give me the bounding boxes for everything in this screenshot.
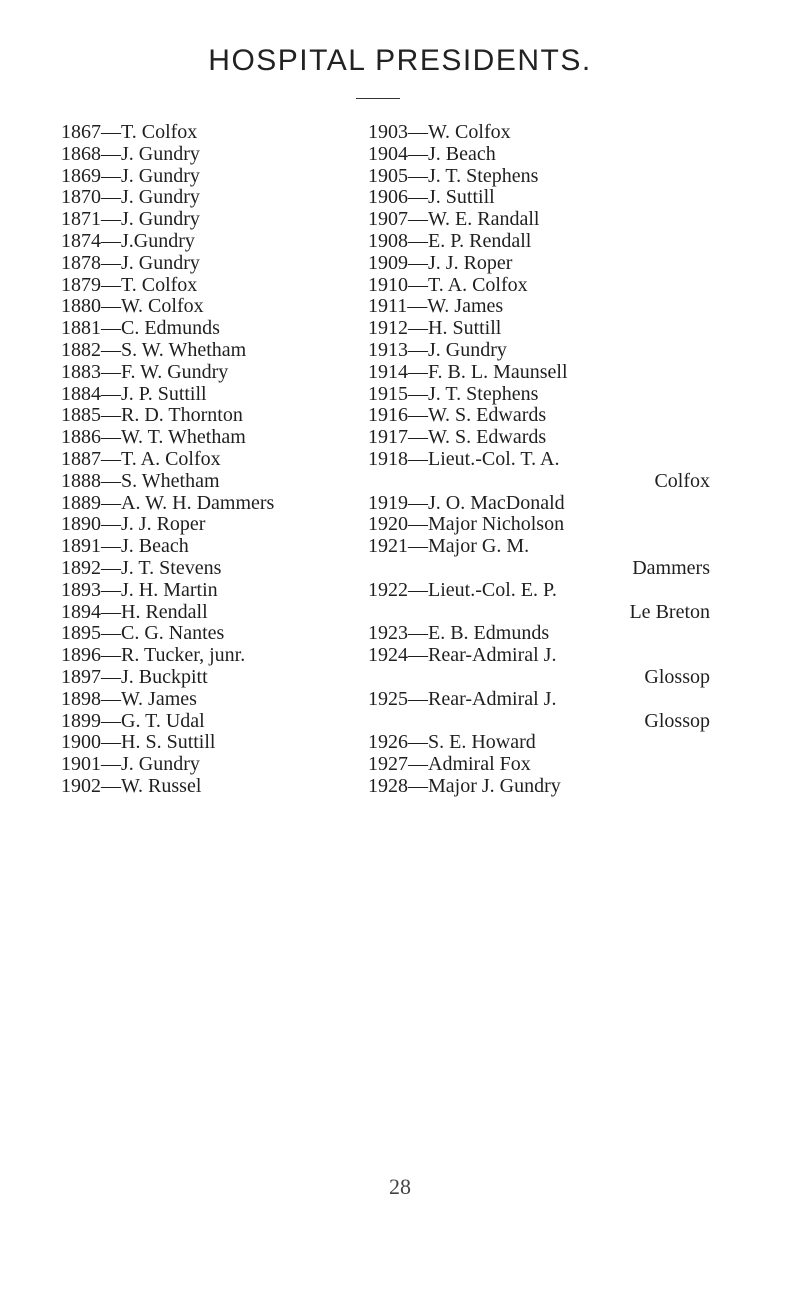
president-entry: 1910—T. A. Colfox [368, 273, 528, 296]
president-entry: 1895—C. G. Nantes [61, 622, 225, 645]
president-entry: 1868—J. Gundry [61, 142, 200, 165]
president-entry: 1886—W. T. Whetham [61, 426, 246, 449]
president-entry: 1880—W. Colfox [61, 295, 204, 318]
president-entry: 1882—S. W. Whetham [61, 338, 247, 361]
president-entry: 1869—J. Gundry [61, 164, 200, 187]
president-entry-continuation: Glossop [644, 709, 710, 732]
title-divider [356, 98, 400, 99]
president-entry: 1901—J. Gundry [61, 753, 200, 776]
president-entry: 1918—Lieut.-Col. T. A. [368, 447, 560, 470]
president-entry: 1915—J. T. Stephens [368, 382, 539, 405]
president-entry: 1923—E. B. Edmunds [368, 622, 550, 645]
president-entry-continuation: Glossop [644, 665, 710, 688]
president-entry: 1888—S. Whetham [61, 469, 220, 492]
president-entry: 1924—Rear-Admiral J. [368, 644, 557, 667]
president-entry: 1919—J. O. MacDonald [368, 491, 565, 514]
president-entry: 1881—C. Edmunds [61, 317, 220, 340]
president-entry: 1891—J. Beach [61, 535, 189, 558]
page-title: HOSPITAL PRESIDENTS. [208, 44, 592, 77]
president-entry: 1920—Major Nicholson [368, 513, 565, 536]
president-entry: 1899—G. T. Udal [61, 709, 205, 732]
president-entry: 1902—W. Russel [61, 774, 202, 797]
president-entry: 1870—J. Gundry [61, 186, 200, 209]
president-entry: 1889—A. W. H. Dammers [61, 491, 275, 514]
president-entry: 1884—J. P. Suttill [61, 382, 207, 405]
president-entry: 1894—H. Rendall [61, 600, 208, 623]
president-entry: 1867—T. Colfox [61, 121, 198, 143]
president-entry: 1926—S. E. Howard [368, 731, 536, 754]
president-entry: 1922—Lieut.-Col. E. P. [368, 578, 557, 601]
president-entry: 1907—W. E. Randall [368, 208, 540, 231]
president-entry: 1885—R. D. Thornton [61, 404, 243, 427]
president-entry: 1898—W. James [61, 687, 197, 710]
president-entry: 1921—Major G. M. [368, 535, 530, 558]
president-entry: 1892—J. T. Stevens [61, 556, 222, 579]
president-entry: 1928—Major J. Gundry [368, 774, 561, 797]
president-entry: 1897—J. Buckpitt [61, 665, 208, 688]
president-entry: 1871—J. Gundry [61, 208, 200, 231]
president-entry: 1878—J. Gundry [61, 251, 200, 274]
president-entry: 1905—J. T. Stephens [368, 164, 539, 187]
president-entry: 1903—W. Colfox [368, 121, 511, 143]
president-entry: 1917—W. S. Edwards [368, 426, 547, 449]
president-entry: 1887—T. A. Colfox [61, 447, 221, 470]
president-entry: 1900—H. S. Suttill [61, 731, 216, 754]
president-entry: 1916—W. S. Edwards [368, 404, 547, 427]
president-entry: 1896—R. Tucker, junr. [61, 644, 246, 667]
president-entry: 1893—J. H. Martin [61, 578, 218, 601]
president-entry: 1904—J. Beach [368, 142, 496, 165]
president-entry: 1911—W. James [368, 295, 504, 318]
president-entry: 1908—E. P. Rendall [368, 229, 532, 252]
president-entry-continuation: Dammers [632, 556, 710, 579]
president-entry: 1913—J. Gundry [368, 338, 507, 361]
president-entry: 1883—F. W. Gundry [61, 360, 229, 383]
president-entry: 1874—J.Gundry [61, 229, 195, 252]
president-entry: 1906—J. Suttill [368, 186, 495, 209]
president-entry-continuation: Le Breton [629, 600, 710, 623]
president-entry: 1879—T. Colfox [61, 273, 198, 296]
president-entry: 1914—F. B. L. Maunsell [368, 360, 568, 383]
president-entry: 1925—Rear-Admiral J. [368, 687, 557, 710]
presidents-list-left [61, 122, 391, 798]
president-entry: 1912—H. Suttill [368, 317, 502, 340]
page-number: 28 [389, 1174, 411, 1199]
president-entry-continuation: Colfox [654, 469, 710, 492]
president-entry: 1890—J. J. Roper [61, 513, 206, 536]
president-entry: 1927—Admiral Fox [368, 753, 531, 776]
president-entry: 1909—J. J. Roper [368, 251, 513, 274]
presidents-list-right [368, 122, 710, 798]
